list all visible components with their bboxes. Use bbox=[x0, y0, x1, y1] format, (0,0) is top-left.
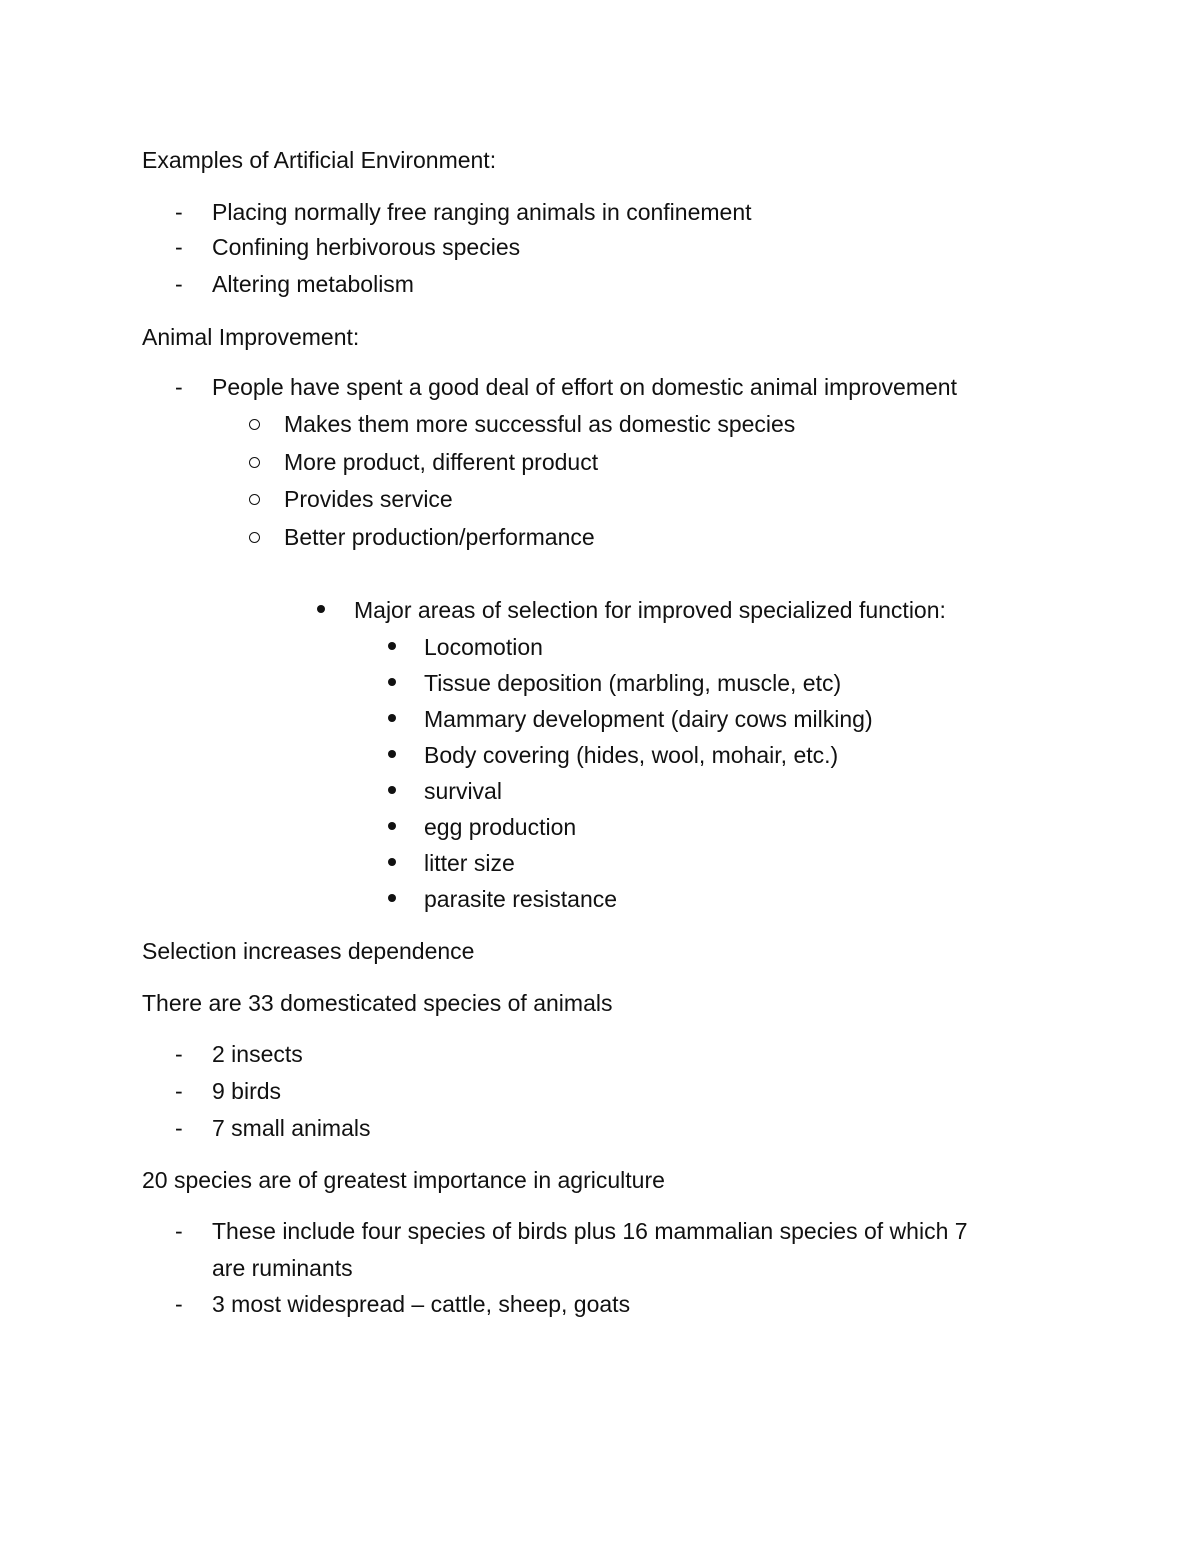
list-item-continuation: are ruminants bbox=[212, 1255, 353, 1281]
hollow-bullet-icon bbox=[249, 457, 260, 468]
list-item: egg production bbox=[424, 814, 577, 840]
bullet-icon bbox=[388, 786, 396, 794]
bullet-icon bbox=[388, 678, 396, 686]
dash-marker: - bbox=[175, 199, 183, 225]
dash-marker: - bbox=[175, 1041, 183, 1067]
list-item: 3 most widespread – cattle, sheep, goats bbox=[212, 1291, 631, 1317]
dash-marker: - bbox=[175, 1115, 183, 1141]
dash-marker: - bbox=[175, 234, 183, 260]
list-item: These include four species of birds plus 16 mammalian species of which 7 bbox=[212, 1218, 968, 1244]
sub-list-item: More product, different product bbox=[284, 449, 599, 475]
list-item: 2 insects bbox=[212, 1041, 303, 1067]
section-heading-artificial-environment: Examples of Artificial Environment: bbox=[142, 147, 497, 173]
list-item: Confining herbivorous species bbox=[212, 234, 521, 260]
list-item: People have spent a good deal of effort on domestic animal improvement bbox=[212, 374, 957, 400]
list-item: Placing normally free ranging animals in confinement bbox=[212, 199, 752, 225]
section-heading-animal-improvement: Animal Improvement: bbox=[142, 324, 360, 350]
list-item: 7 small animals bbox=[212, 1115, 371, 1141]
bullet-icon bbox=[388, 822, 396, 830]
list-item: survival bbox=[424, 778, 502, 804]
bullet-icon bbox=[388, 894, 396, 902]
hollow-bullet-icon bbox=[249, 419, 260, 430]
list-item: Tissue deposition (marbling, muscle, etc) bbox=[424, 670, 842, 696]
list-item: Major areas of selection for improved specialized function: bbox=[354, 597, 946, 623]
bullet-icon bbox=[388, 714, 396, 722]
list-item: litter size bbox=[424, 850, 515, 876]
list-item: Altering metabolism bbox=[212, 271, 414, 297]
list-item: Mammary development (dairy cows milking) bbox=[424, 706, 873, 732]
section-heading-domesticated: There are 33 domesticated species of animals bbox=[142, 990, 613, 1016]
sub-list-item: Makes them more successful as domestic species bbox=[284, 411, 796, 437]
list-item: Locomotion bbox=[424, 634, 543, 660]
bullet-icon bbox=[388, 750, 396, 758]
bullet-icon bbox=[317, 605, 325, 613]
hollow-bullet-icon bbox=[249, 494, 260, 505]
paragraph: Selection increases dependence bbox=[142, 938, 475, 964]
dash-marker: - bbox=[175, 374, 183, 400]
dash-marker: - bbox=[175, 1291, 183, 1317]
section-heading-agriculture: 20 species are of greatest importance in agriculture bbox=[142, 1167, 665, 1193]
hollow-bullet-icon bbox=[249, 532, 260, 543]
sub-list-item: Provides service bbox=[284, 486, 453, 512]
list-item: 9 birds bbox=[212, 1078, 282, 1104]
dash-marker: - bbox=[175, 1218, 183, 1244]
list-item: Body covering (hides, wool, mohair, etc.) bbox=[424, 742, 839, 768]
bullet-icon bbox=[388, 858, 396, 866]
list-item: parasite resistance bbox=[424, 886, 618, 912]
sub-list-item: Better production/performance bbox=[284, 524, 595, 550]
dash-marker: - bbox=[175, 271, 183, 297]
bullet-icon bbox=[388, 642, 396, 650]
dash-marker: - bbox=[175, 1078, 183, 1104]
